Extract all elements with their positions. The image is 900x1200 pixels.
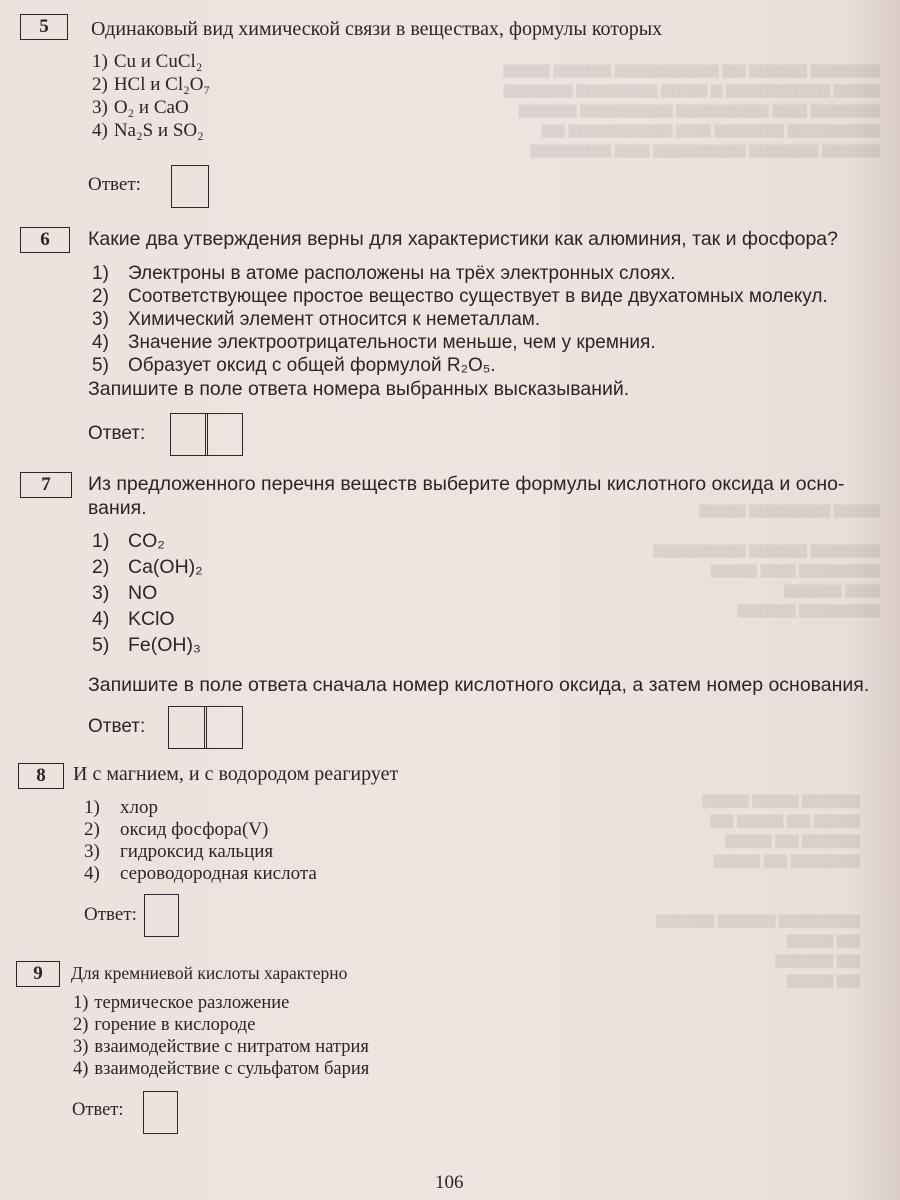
option-text: HCl и Cl₂O₇: [113, 74, 211, 95]
option-number: 5): [92, 634, 110, 656]
option-text: Ca(OH)₂: [128, 556, 203, 578]
option-number: 3): [84, 841, 100, 862]
option-number: 3): [92, 309, 109, 330]
option-number: 4): [92, 608, 110, 630]
answer-label: Ответ:: [88, 174, 141, 195]
option-5: [92, 354, 828, 377]
option-1: [92, 50, 210, 73]
option-4: [92, 119, 210, 142]
option-text: Cu и CuCl₂: [113, 51, 203, 72]
option-text: CO₂: [128, 530, 165, 552]
option-text: Значение электроотрицательности меньше, чем у кремния.: [128, 332, 656, 353]
option-text: взаимодействие с сульфатом бария: [94, 1059, 370, 1079]
task-number-box: 9: [16, 961, 60, 987]
option-1: [92, 528, 203, 554]
task-question: Одинаковый вид химической связи в веществах, формулы которых: [91, 18, 663, 40]
option-2: [92, 285, 828, 308]
option-2: [92, 73, 210, 96]
option-number: 3): [73, 1037, 89, 1057]
answer-cell-1[interactable]: [143, 1091, 178, 1134]
option-number: 1): [92, 51, 108, 72]
option-text: Соответствующее простое вещество существует в виде двухатомных молекул.: [128, 286, 828, 307]
show-through-text: ▆▆▆▆▆▆ ▆▆▆▆▆ ▆▆ ▆▆▆▆▆▆▆▆▆ ▆▆▆▆▆ ▆▆▆▆ ▆▆▆▆ ▆▆▆▆▆▆▆▆▆ ▆ ▆▆▆▆ ▆▆▆▆▆▆▆ ▆▆▆▆▆▆ ▆▆▆▆▆▆ ▆▆▆ ▆▆▆▆▆▆▆▆ ▆▆▆▆▆▆▆▆ ▆▆▆▆▆ ▆▆▆▆▆▆▆▆ ▆▆▆▆▆▆ ▆▆▆ ▆▆▆▆▆▆▆▆▆ ▆▆ ▆▆▆▆▆ ▆▆▆▆▆▆ ▆▆▆▆▆▆▆▆ ▆▆▆ ▆▆▆▆▆▆▆: [503, 62, 880, 158]
answer-cell-1[interactable]: [170, 413, 208, 456]
option-4: [73, 1058, 369, 1080]
option-3: [92, 580, 203, 606]
options-list: [73, 992, 369, 1080]
answer-label: Ответ:: [88, 423, 146, 444]
options-list: [92, 50, 210, 142]
option-text: Na₂S и SO₂: [113, 120, 204, 141]
option-3: [73, 1036, 369, 1058]
option-number: 1): [92, 530, 110, 552]
option-text: гидроксид кальция: [120, 841, 274, 862]
task-number-box: 6: [20, 227, 70, 253]
options-list: [92, 262, 828, 377]
option-3: [92, 308, 828, 331]
option-1: [92, 262, 828, 285]
option-2: [92, 554, 203, 580]
option-3: [84, 841, 317, 863]
page-number: 106: [435, 1172, 464, 1193]
option-4: [92, 331, 828, 354]
option-text: взаимодействие с нитратом натрия: [94, 1037, 369, 1057]
option-number: 1): [84, 797, 100, 818]
option-number: 4): [73, 1059, 89, 1079]
task-question: Для кремниевой кислоты характерно: [71, 963, 348, 983]
option-text: Образует оксид с общей формулой R₂O₅.: [128, 355, 496, 376]
show-through-text: ▆▆▆▆▆ ▆▆▆▆ ▆▆▆▆ ▆▆▆▆ ▆▆ ▆▆▆▆ ▆▆ ▆▆▆▆▆ ▆▆ ▆▆▆▆ ▆▆▆▆▆▆ ▆▆ ▆▆▆▆ ▆▆▆▆▆▆▆ ▆▆▆▆▆ ▆▆▆▆▆ ▆▆ ▆▆▆▆ ▆▆ ▆▆▆▆▆ ▆▆ ▆▆▆▆: [656, 792, 860, 988]
answer-cell-1[interactable]: [144, 894, 179, 937]
option-number: 4): [84, 863, 100, 884]
option-1: [84, 797, 317, 819]
option-number: 2): [84, 819, 100, 840]
option-number: 2): [92, 74, 108, 95]
option-text: термическое разложение: [94, 993, 290, 1013]
task-number-box: 7: [20, 472, 72, 498]
option-number: 1): [92, 263, 109, 284]
answer-cell-1[interactable]: [168, 706, 207, 749]
option-number: 2): [92, 286, 109, 307]
answer-cell-2[interactable]: [204, 706, 243, 749]
option-4: [92, 606, 203, 632]
option-number: 4): [92, 120, 108, 141]
task-instruction: Запишите в поле ответа номера выбранных высказываний.: [88, 378, 630, 400]
option-text: NO: [128, 582, 158, 604]
show-through-text: ▆▆▆▆ ▆▆▆▆▆▆▆ ▆▆▆▆ ▆▆▆▆▆▆ ▆▆▆▆▆ ▆▆▆▆▆▆▆▆ ▆▆▆▆▆▆▆ ▆▆▆ ▆▆▆▆ ▆▆▆ ▆▆▆▆▆ ▆▆▆▆▆▆▆ ▆▆▆▆▆: [653, 502, 880, 618]
task-question: Какие два утверждения верны для характеристики как алюминия, так и фосфора?: [88, 228, 838, 250]
option-text: Химический элемент относится к неметаллам.: [128, 309, 541, 330]
answer-label: Ответ:: [84, 904, 137, 925]
option-number: 2): [73, 1015, 89, 1035]
answer-label: Ответ:: [88, 716, 146, 737]
task-question-line-2: вания.: [88, 497, 147, 519]
task-number-box: 5: [20, 14, 68, 40]
task-question: И с магнием, и с водородом реагирует: [73, 763, 399, 785]
option-2: [84, 819, 317, 841]
task-question-line-1: Из предложенного перечня веществ выберите формулы кислотного оксида и осно-: [88, 473, 845, 495]
task-instruction: Запишите в поле ответа сначала номер кислотного оксида, а затем номер основания.: [88, 674, 870, 696]
option-number: 3): [92, 97, 108, 118]
option-number: 4): [92, 332, 109, 353]
option-number: 3): [92, 582, 110, 604]
answer-label: Ответ:: [72, 1100, 124, 1120]
options-list: [84, 797, 317, 885]
option-text: Fe(OH)₃: [128, 634, 201, 656]
option-text: сероводородная кислота: [120, 863, 317, 884]
option-text: хлор: [120, 797, 158, 818]
option-number: 5): [92, 355, 109, 376]
answer-cell-1[interactable]: [171, 165, 209, 208]
option-4: [84, 863, 317, 885]
task-number-box: 8: [18, 763, 64, 789]
option-text: Электроны в атоме расположены на трёх электронных слоях.: [128, 263, 676, 284]
option-text: KClO: [128, 608, 175, 630]
option-3: [92, 96, 210, 119]
option-1: [73, 992, 369, 1014]
options-list: [92, 528, 203, 658]
option-number: 2): [92, 556, 110, 578]
option-text: горение в кислороде: [94, 1015, 256, 1035]
option-text: оксид фосфора(V): [120, 819, 269, 840]
option-2: [73, 1014, 369, 1036]
option-text: O₂ и CaO: [113, 97, 189, 118]
answer-cell-2[interactable]: [205, 413, 243, 456]
option-number: 1): [73, 993, 89, 1013]
option-5: [92, 632, 203, 658]
